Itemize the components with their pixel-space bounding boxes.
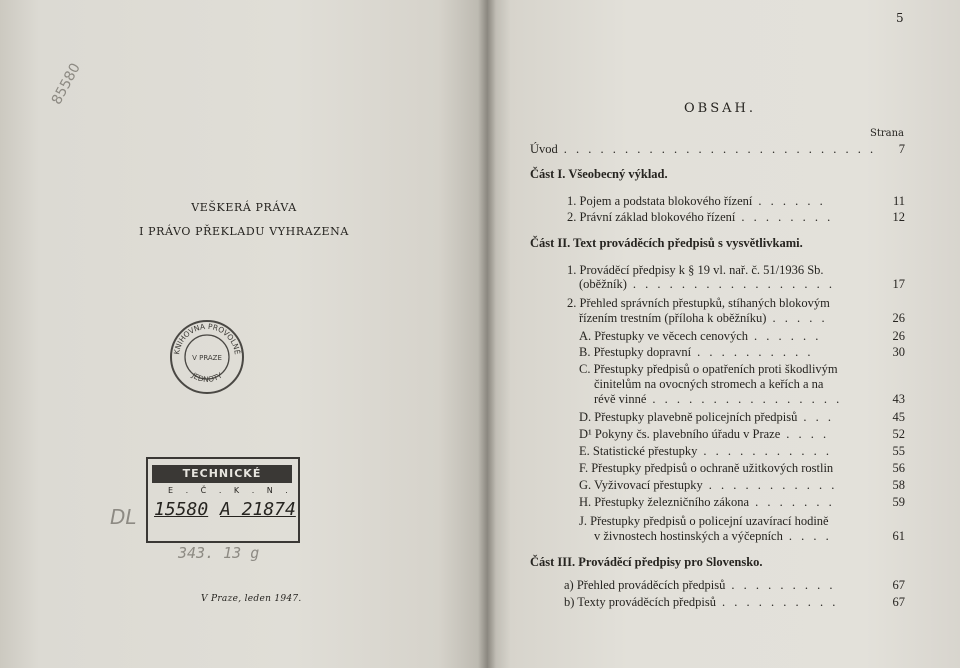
toc-entry-text: F. Přestupky předpisů o ochraně užitkových rostlin — [579, 461, 834, 475]
toc-entry-text: Část I. Všeobecný výklad. — [530, 167, 668, 181]
toc-entry-text: révě vinné — [594, 392, 647, 406]
toc-entry — [579, 329, 821, 344]
place-date: V Praze, leden 1947. — [201, 594, 302, 604]
toc-entry — [579, 495, 835, 510]
svg-text:KNIHOVNA PROVOLNĚ — [172, 322, 242, 356]
toc-entry — [579, 427, 829, 442]
toc-entry — [530, 236, 803, 251]
museum-stamp-header: TECHNICKÉ — [152, 465, 292, 483]
museum-stamp-number: 15580 — [154, 499, 209, 520]
toc-entry-dots: . . . . . . — [754, 329, 822, 343]
toc-entry-page: 11 — [892, 194, 905, 208]
toc-entry — [579, 444, 832, 459]
toc-entry-page: 30 — [892, 345, 905, 359]
toc-entry — [579, 311, 828, 326]
toc-entry — [567, 194, 826, 209]
toc-entry-text: v živnostech hostinských a výčepních — [594, 529, 783, 543]
toc-entry-dots: . . . . . . . . . . — [697, 345, 814, 359]
toc-entry-page: 58 — [892, 478, 905, 492]
page-number: 5 — [896, 11, 904, 25]
toc-entry-dots: . . . . . . . . . . . . . . . . . — [632, 277, 836, 291]
toc-entry-text: 1. Prováděcí předpisy k § 19 vl. nař. č. 51/1936 Sb. — [567, 263, 824, 277]
toc-entry-dots: . . . . — [788, 529, 832, 543]
svg-text:JEDNOTY — [189, 370, 224, 384]
round-stamp-bottom-text: JEDNOTY — [190, 370, 224, 384]
toc-entry-dots: . . . . . . . . . . . — [703, 444, 833, 458]
toc-entry-dots: . . . . . . . . . . . — [708, 478, 838, 492]
toc-entry-text: a) Přehled prováděcích předpisů — [564, 578, 726, 592]
toc-entry — [567, 296, 830, 311]
toc-title: OBSAH. — [684, 101, 756, 116]
toc-entry-text: 2. Přehled správních přestupků, stíhaných blokovým — [567, 296, 830, 310]
toc-entry-page: 26 — [892, 311, 905, 325]
toc-entry — [567, 210, 833, 225]
toc-entry-page: 17 — [892, 277, 905, 291]
strana-label: Strana — [870, 128, 905, 139]
toc-entry-page: 67 — [892, 578, 905, 592]
toc-entry-dots: . . . . . . — [758, 194, 826, 208]
toc-entry-dots: . . . . . — [772, 311, 828, 325]
toc-entry — [579, 461, 833, 476]
library-round-stamp — [168, 318, 246, 396]
toc-entry-dots: . . . — [803, 410, 834, 424]
toc-entry-text: C. Přestupky předpisů o opatřeních proti škodlivým — [579, 362, 838, 376]
toc-entry-dots: . . . . — [786, 427, 830, 441]
toc-entry — [564, 578, 836, 593]
toc-entry-text: Úvod — [530, 142, 558, 156]
toc-entry-page: 7 — [898, 142, 905, 156]
pencil-note: 85580 — [48, 60, 84, 108]
toc-entry-text: J. Přestupky předpisů o policejní uzavírací hodině — [579, 514, 829, 528]
book-gutter — [478, 0, 496, 668]
round-stamp-center-text: V PRAZE — [192, 354, 222, 362]
toc-entry-page: 56 — [892, 461, 905, 475]
toc-entry-text: (oběžník) — [579, 277, 627, 291]
museum-rect-stamp — [146, 457, 300, 543]
toc-entry — [530, 167, 668, 182]
handwriting-side: DL — [110, 505, 137, 529]
toc-entry-text: činitelům na ovocných stromech a keřích a na — [594, 377, 824, 391]
toc-entry-page: 55 — [892, 444, 905, 458]
toc-entry-page: 61 — [892, 529, 905, 543]
toc-entry — [594, 529, 832, 544]
toc-entry-text: D¹ Pokyny čs. plavebního úřadu v Praze — [579, 427, 781, 441]
toc-entry — [579, 345, 814, 360]
toc-entry-page: 67 — [892, 595, 905, 609]
right-page — [487, 0, 960, 668]
rights-line-1: VEŠKERÁ PRÁVA — [191, 201, 297, 214]
toc-entry-page: 45 — [892, 410, 905, 424]
toc-entry — [579, 478, 837, 493]
toc-entry — [530, 142, 876, 157]
toc-entry-dots: . . . . . . . . — [741, 210, 834, 224]
museum-stamp-code: A 21874 — [220, 499, 296, 520]
toc-entry-text: E. Statistické přestupky — [579, 444, 698, 458]
toc-entry-text: B. Přestupky dopravní — [579, 345, 692, 359]
toc-entry — [530, 555, 763, 570]
toc-entry — [567, 263, 824, 278]
round-stamp-top-text: KNIHOVNA PROVOLNĚ — [172, 321, 242, 356]
toc-entry-text: D. Přestupky plavebně policejních předpisů — [579, 410, 798, 424]
toc-entry-page: 43 — [892, 392, 905, 406]
toc-entry-page: 52 — [892, 427, 905, 441]
toc-entry-text: A. Přestupky ve věcech cenových — [579, 329, 749, 343]
toc-entry — [579, 362, 838, 377]
toc-entry-text: 2. Právní základ blokového řízení — [567, 210, 736, 224]
toc-entry-text: Část II. Text prováděcích předpisů s vysvětlivkami. — [530, 236, 803, 250]
toc-entry-text: b) Texty prováděcích předpisů — [564, 595, 716, 609]
toc-entry-text: H. Přestupky železničního zákona — [579, 495, 750, 509]
museum-stamp-sub: E . Č . K . N . — [168, 486, 293, 495]
toc-entry — [564, 595, 838, 610]
handwriting-below: 343. 13 g — [178, 544, 260, 562]
rights-line-2: I PRÁVO PŘEKLADU VYHRAZENA — [139, 225, 349, 238]
toc-entry-page: 26 — [892, 329, 905, 343]
toc-entry-text: G. Vyživovací přestupky — [579, 478, 703, 492]
toc-entry-dots: . . . . . . . . . . . . . . . . — [652, 392, 843, 406]
toc-entry-dots: . . . . . . . . . . . . . . . . . . . . . . . . . . — [563, 142, 877, 156]
toc-entry-text: Část III. Prováděcí předpisy pro Slovensko. — [530, 555, 763, 569]
toc-entry — [579, 514, 829, 529]
toc-entry — [579, 410, 834, 425]
toc-entry-page: 12 — [892, 210, 905, 224]
toc-entry-page: 59 — [892, 495, 905, 509]
toc-entry-text: řízením trestním (příloha k oběžníku) — [579, 311, 767, 325]
toc-entry — [594, 392, 842, 407]
toc-entry-text: 1. Pojem a podstata blokového řízení — [567, 194, 753, 208]
toc-entry-dots: . . . . . . . — [755, 495, 835, 509]
toc-entry-dots: . . . . . . . . . — [731, 578, 836, 592]
toc-entry-dots: . . . . . . . . . . — [721, 595, 839, 609]
toc-entry — [579, 277, 835, 292]
toc-entry — [594, 377, 823, 392]
